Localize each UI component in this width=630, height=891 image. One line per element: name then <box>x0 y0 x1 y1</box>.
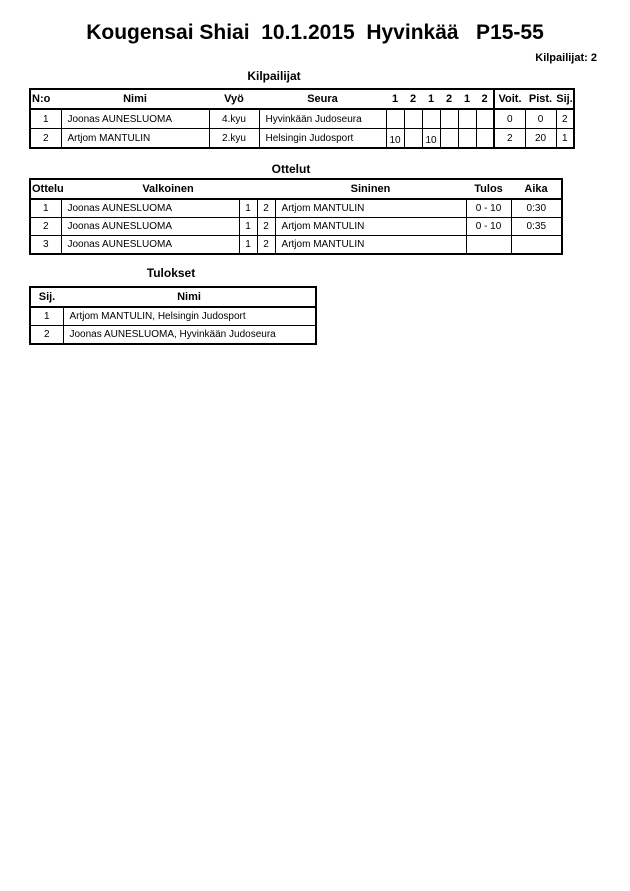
col-header-round: 2 <box>440 89 458 109</box>
competitor-points: 20 <box>525 129 556 149</box>
col-header-name: Nimi <box>63 287 316 307</box>
col-header-points: Pist. <box>525 89 556 109</box>
round-score-cell <box>440 109 458 129</box>
competitor-wins: 2 <box>494 129 525 149</box>
round-score-cell: 10 <box>422 129 440 149</box>
col-header-result: Tulos <box>466 179 511 199</box>
matches-table <box>29 178 563 255</box>
page-title: Kougensai Shiai 10.1.2015 Hyvinkää P15-55 <box>86 21 544 44</box>
competitor-number: 1 <box>30 109 61 129</box>
competitor-number: 2 <box>30 129 61 149</box>
match-time: 0:30 <box>511 199 562 218</box>
result-name: Artjom MANTULIN, Helsingin Judosport <box>63 307 316 326</box>
competitors-header-row <box>30 89 574 109</box>
round-score-cell: 10 <box>386 129 404 149</box>
table-row <box>30 109 574 129</box>
white-competitor: Joonas AUNESLUOMA <box>61 199 239 218</box>
col-header-place: Sij. <box>30 287 63 307</box>
col-header-round: 1 <box>386 89 404 109</box>
col-header-blue: Sininen <box>275 179 466 199</box>
competitor-belt: 2.kyu <box>209 129 259 149</box>
competitor-club: Helsingin Judosport <box>259 129 386 149</box>
white-competitor-number: 1 <box>239 199 257 218</box>
col-header-place: Sij. <box>556 89 574 109</box>
competitor-name: Artjom MANTULIN <box>61 129 209 149</box>
round-score-cell <box>422 109 440 129</box>
result-name: Joonas AUNESLUOMA, Hyvinkään Judoseura <box>63 326 316 345</box>
section-heading-matches: Ottelut <box>271 162 311 176</box>
blue-competitor: Artjom MANTULIN <box>275 236 466 255</box>
competitor-place: 1 <box>556 129 574 149</box>
result-place: 1 <box>30 307 63 326</box>
col-header-round: 2 <box>476 89 494 109</box>
round-score-cell <box>458 129 476 149</box>
col-header-round: 2 <box>404 89 422 109</box>
col-header-no: N:o <box>30 89 61 109</box>
match-result <box>466 236 511 255</box>
match-result: 0 - 10 <box>466 218 511 236</box>
blue-competitor-number: 2 <box>257 199 275 218</box>
competitor-wins: 0 <box>494 109 525 129</box>
round-score-cell <box>440 129 458 149</box>
results-header-row <box>30 287 316 307</box>
table-row <box>30 307 316 326</box>
table-row <box>30 129 574 149</box>
table-row <box>30 199 562 218</box>
round-score-cell <box>404 109 422 129</box>
col-header-time: Aika <box>511 179 562 199</box>
match-result: 0 - 10 <box>466 199 511 218</box>
white-competitor-number: 1 <box>239 236 257 255</box>
white-competitor-number: 1 <box>239 218 257 236</box>
match-time: 0:35 <box>511 218 562 236</box>
table-row <box>30 326 316 345</box>
match-number: 3 <box>30 236 61 255</box>
col-header-name: Nimi <box>61 89 209 109</box>
col-header-match: Ottelu <box>30 179 61 199</box>
section-heading-competitors: Kilpailijat <box>247 69 301 83</box>
white-competitor: Joonas AUNESLUOMA <box>61 218 239 236</box>
white-competitor: Joonas AUNESLUOMA <box>61 236 239 255</box>
col-header-white: Valkoinen <box>61 179 275 199</box>
competitor-points: 0 <box>525 109 556 129</box>
matches-header-row <box>30 179 562 199</box>
match-time <box>511 236 562 255</box>
blue-competitor-number: 2 <box>257 218 275 236</box>
round-score-cell <box>386 109 404 129</box>
match-number: 2 <box>30 218 61 236</box>
section-heading-results: Tulokset <box>146 266 196 280</box>
blue-competitor: Artjom MANTULIN <box>275 199 466 218</box>
table-row <box>30 236 562 255</box>
col-header-round: 1 <box>458 89 476 109</box>
round-score-cell <box>404 129 422 149</box>
blue-competitor-number: 2 <box>257 236 275 255</box>
competitor-club: Hyvinkään Judoseura <box>259 109 386 129</box>
competitor-place: 2 <box>556 109 574 129</box>
col-header-belt: Vyö <box>209 89 259 109</box>
round-score-cell <box>476 129 494 149</box>
col-header-wins: Voit. <box>494 89 525 109</box>
competitor-count-label: Kilpailijat: 2 <box>535 52 597 64</box>
results-table <box>29 286 317 345</box>
col-header-round: 1 <box>422 89 440 109</box>
result-place: 2 <box>30 326 63 345</box>
round-score-cell <box>458 109 476 129</box>
competitor-belt: 4.kyu <box>209 109 259 129</box>
round-score-cell <box>476 109 494 129</box>
table-row <box>30 218 562 236</box>
match-number: 1 <box>30 199 61 218</box>
competitors-table <box>29 88 575 149</box>
col-header-club: Seura <box>259 89 386 109</box>
competitor-name: Joonas AUNESLUOMA <box>61 109 209 129</box>
blue-competitor: Artjom MANTULIN <box>275 218 466 236</box>
